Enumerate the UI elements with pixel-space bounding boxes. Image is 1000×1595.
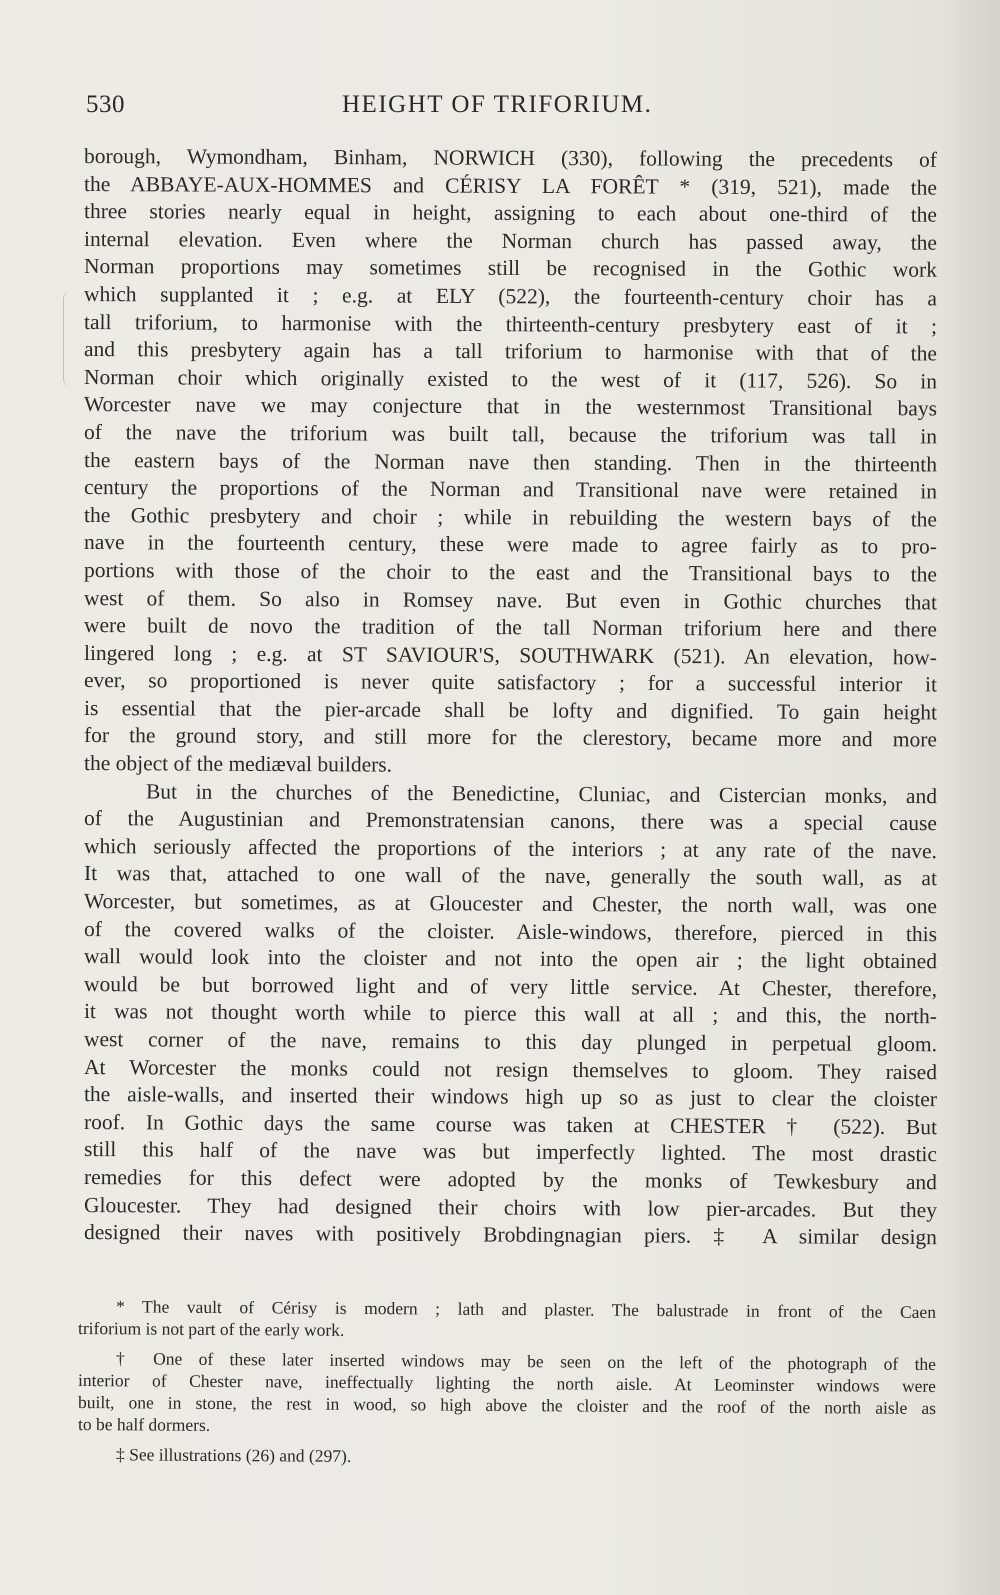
body-line: lingered long ; e.g. at ST SAVIOUR'S, SOUTHWARK (521). An elevation, how- [83, 640, 938, 670]
footnotes [78, 1298, 936, 1468]
body-line: were built de novo the tradition of the tall Norman triforium here and there [83, 613, 938, 642]
body-line: and this presbytery again has a tall triforium to harmonise with that of the [83, 337, 938, 366]
page-number: 530 [86, 91, 125, 118]
body-line: century the proportions of the Norman and Transitional nave were retained in [83, 475, 938, 504]
body-line: of the covered walks of the cloister. Aisle-windows, therefore, pierced in this [83, 916, 938, 946]
body-line: nave in the fourteenth century, these were made to agree fairly as to pro- [83, 530, 938, 559]
body-line: Worcester nave we may conjecture that in the westernmost Transitional bays [83, 392, 938, 421]
body-line: borough, Wymondham, Binham, NORWICH (330), following the precedents of [83, 144, 938, 172]
footnote-line: † One of these later inserted windows may be seen on the left of the photograph of the [115, 1348, 937, 1374]
body-line: wall would look into the cloister and not into the open air ; the light obtained [83, 944, 938, 974]
body-line: portions with those of the choir to the east and the Transitional bays to the [83, 557, 938, 587]
footnote-line: * The vault of Cérisy is modern ; lath and plaster. The balustrade in front of the Caen [115, 1296, 937, 1322]
body-line: It was that, attached to one wall of the nave, generally the south wall, as at [83, 861, 938, 891]
body-line: At Worcester the monks could not resign themselves to gloom. They raised [83, 1054, 938, 1084]
body-text [83, 143, 938, 1250]
footnote-line: to be half dormers. [77, 1414, 211, 1435]
footnote-line: built, one in stone, the rest in wood, so high above the cloister and the roof of the north aisle as [77, 1392, 937, 1418]
body-line: Norman proportions may sometimes still be recognised in the Gothic work [83, 254, 938, 283]
body-line: is essential that the pier-arcade shall be lofty and dignified. To gain height [83, 695, 938, 725]
body-line: for the ground story, and still more for the clerestory, became more and more [83, 723, 938, 752]
footnote-line: interior of Chester nave, ineffectually lighting the north aisle. At Leominster windows were [77, 1370, 937, 1396]
body-line: ever, so proportioned is never quite satisfactory ; for a successful interior it [83, 668, 938, 697]
body-line: Worcester, but sometimes, as at Gloucester and Chester, the north wall, was one [83, 889, 938, 919]
margin-pencil-mark [63, 291, 78, 387]
body-line: would be but borrowed light and of very little service. At Chester, therefore, [83, 971, 938, 1002]
body-line: still this half of the nave was but imperfectly lighted. The most drastic [83, 1137, 938, 1167]
footnote-line: ‡ See illustrations (26) and (297). [115, 1444, 352, 1466]
body-line: the ABBAYE-AUX-HOMMES and CÉRISY LA FORÊT * (319, 521), made the [83, 171, 938, 200]
body-line: of the Augustinian and Premonstratensian canons, there was a special cause [83, 806, 938, 836]
body-line: the object of the mediæval builders. [83, 751, 393, 777]
body-line: designed their naves with positively Brobdingnagian piers. ‡ A similar design [83, 1220, 938, 1250]
body-line: of the nave the triforium was built tall, because the triforium was tall in [83, 419, 938, 449]
body-line: the eastern bays of the Norman nave then standing. Then in the thirteenth [83, 447, 938, 476]
body-line: it was not thought worth while to pierce this wall at all ; and this, the north- [83, 999, 938, 1029]
body-line: internal elevation. Even where the Norman church has passed away, the [83, 226, 938, 255]
footnote-line: triforium is not part of the early work. [77, 1318, 345, 1340]
body-line: west of them. So also in Romsey nave. But even in Gothic churches that [83, 585, 938, 614]
body-line: But in the churches of the Benedictine, Cluniac, and Cistercian monks, and [145, 779, 938, 808]
running-title: HEIGHT OF TRIFORIUM. [342, 91, 653, 118]
body-line: the aisle-walls, and inserted their windows high up so as just to clear the cloister [83, 1082, 938, 1112]
body-line: which supplanted it ; e.g. at ELY (522), the fourteenth-century choir has a [83, 281, 938, 311]
body-line: Norman choir which originally existed to the west of it (117, 526). So in [83, 364, 938, 394]
body-line: the Gothic presbytery and choir ; while in rebuilding the western bays of the [83, 502, 938, 532]
page-header [86, 91, 936, 131]
body-line: Gloucester. They had designed their choirs with low pier-arcades. But they [83, 1192, 938, 1222]
body-line: which seriously affected the proportions of the interiors ; at any rate of the nave. [83, 833, 938, 864]
body-line: remedies for this defect were adopted by the monks of Tewkesbury and [83, 1164, 938, 1195]
body-line: west corner of the nave, remains to this day plunged in perpetual gloom. [83, 1027, 938, 1057]
body-line: roof. In Gothic days the same course was taken at CHESTER † (522). But [83, 1109, 938, 1139]
body-line: three stories nearly equal in height, assigning to each about one-third of the [83, 199, 938, 227]
body-line: tall triforium, to harmonise with the thirteenth-century presbytery east of it ; [83, 309, 938, 339]
